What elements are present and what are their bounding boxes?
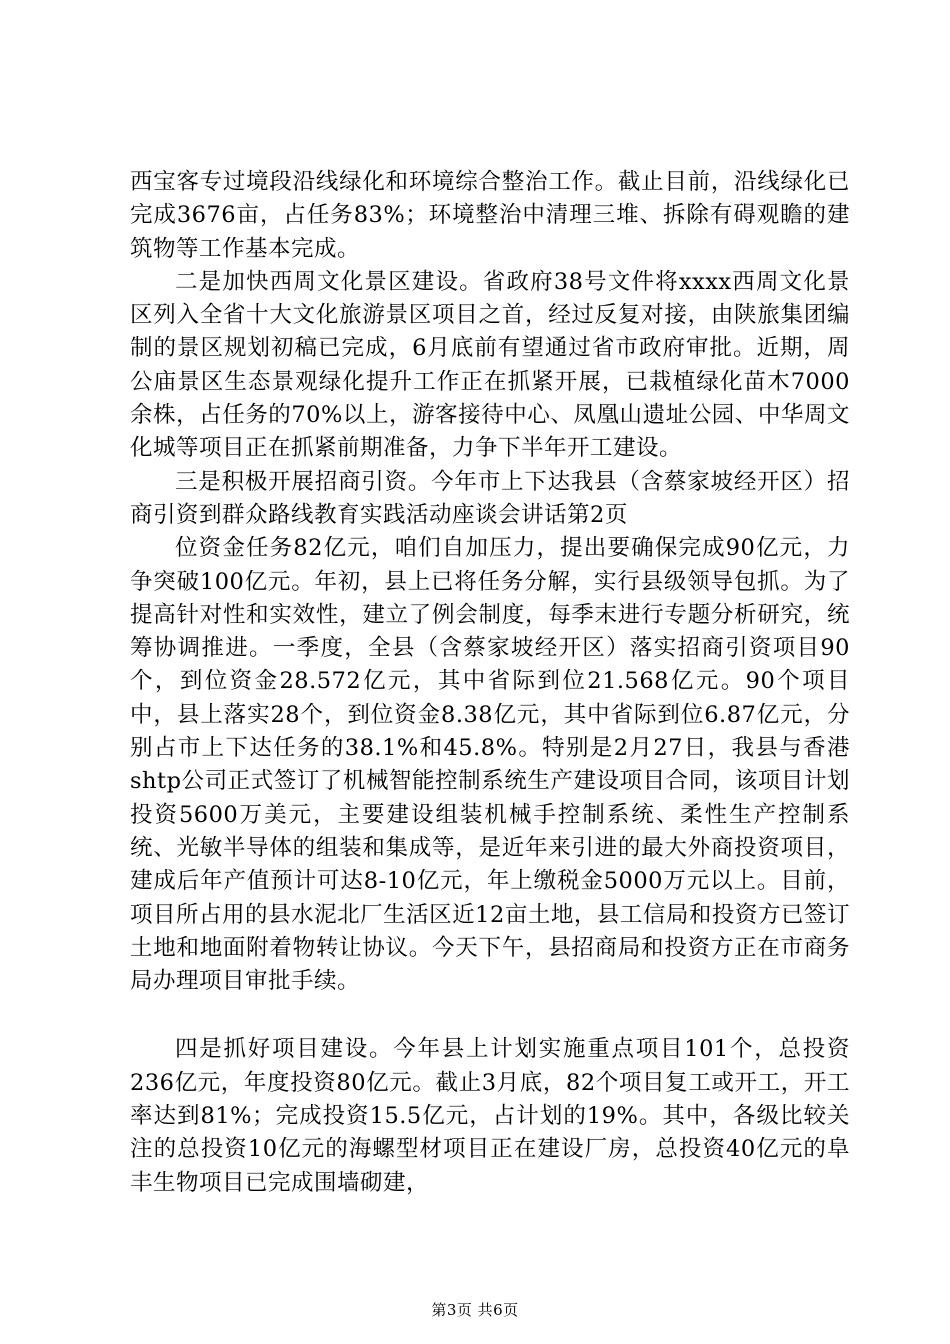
paragraph-western-zhou-scenic-area: 二是加快西周文化景区建设。省政府38号文件将xxxx西周文化景区列入全省十大文化旅游景区项目之首，经过反复对接，由陕旅集团编制的景区规划初稿已完成，6月底前有望通过省市政府审批。近期，周公庙景区生态景观绿化提升工作正在抓紧开展，已栽植绿化苗木7000余株，占任务的70%以上，游客接待中心、凤凰山遗址公园、中华周文化城等项目正在抓紧前期准备，力争下半年开工建设。	[130, 268, 850, 462]
paragraph-greening: 西宝客专过境段沿线绿化和环境综合整治工作。截止目前，沿线绿化已完成3676亩，占任务83%；环境整治中清理三堆、拆除有碍观瞻的建筑物等工作基本完成。	[130, 169, 850, 262]
document-body	[130, 166, 850, 1200]
paragraph-investment-attraction: 三是积极开展招商引资。今年市上下达我县（含蔡家坡经开区）招商引资到群众路线教育实践活动座谈会讲话第2页	[130, 468, 850, 528]
paragraph-spacer	[130, 998, 850, 1033]
page-footer: 第3页 共6页	[431, 1301, 519, 1319]
paragraph-investment-results: 位资金任务82亿元，咱们自加压力，提出要确保完成90亿元，力争突破100亿元。年初，县上已将任务分解，实行县级领导包抓。为了提高针对性和实效性，建立了例会制度，每季末进行专题分析研究，统筹协调推进。一季度，全县（含蔡家坡经开区）落实招商引资项目90个，到位资金28.572亿元，其中省际到位21.568亿元。90个项目中，县上落实28个，到位资金8.38亿元，其中省际到位6.87亿元，分别占市上下达任务的38.1%和45.8%。特别是2月27日，我县与香港shtp公司正式签订了机械智能控制系统生产建设项目合同，该项目计划投资5600万美元，主要建设组装机械手控制系统、柔性生产控制系统、光敏半导体的组装和集成等，是近年来引进的最大外商投资项目，建成后年产值预计可达8-10亿元，年上缴税金5000万元以上。目前，项目所占用的县水泥北厂生活区近12亩土地，县工信局和投资方已签订土地和地面附着物转让协议。今天下午，县招商局和投资方正在市商务局办理项目审批手续。	[130, 535, 850, 995]
paragraph-project-construction: 四是抓好项目建设。今年县上计划实施重点项目101个，总投资236亿元，年度投资80亿元。截止3月底，82个项目复工或开工，开工率达到81%；完成投资15.5亿元，占计划的19%。其中，各级比较关注的总投资10亿元的海螺型材项目正在建设厂房，总投资40亿元的阜丰生物项目已完成围墙砌建，	[130, 1036, 850, 1196]
